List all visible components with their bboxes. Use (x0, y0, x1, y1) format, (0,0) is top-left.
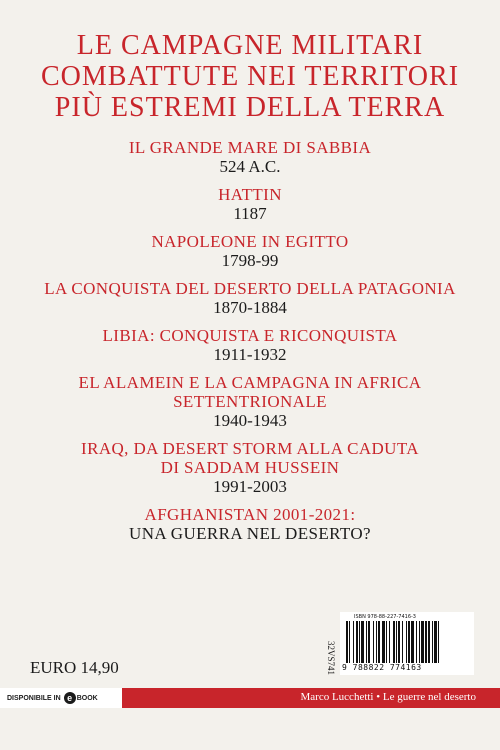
barcode-bars (346, 621, 468, 663)
campaign-title: HATTIN (218, 185, 282, 204)
barcode-bar (361, 621, 364, 663)
availability-label: DISPONIBILE IN (7, 694, 61, 702)
barcode-bar (416, 621, 417, 663)
campaign-entry (0, 185, 500, 223)
campaign-entry (0, 439, 500, 496)
campaign-title: EL ALAMEIN E LA CAMPAGNA IN AFRICA (78, 373, 422, 392)
heading-line: PIÙ ESTREMI DELLA TERRA (54, 92, 446, 123)
barcode-bar (411, 621, 414, 663)
campaign-title-continued: DI SADDAM HUSSEIN (160, 458, 340, 477)
campaign-title: IRAQ, DA DESERT STORM ALLA CADUTA (81, 439, 419, 458)
barcode-bar (368, 621, 370, 663)
barcode-bar (356, 621, 358, 663)
barcode-bar (432, 621, 433, 663)
campaign-list (0, 138, 500, 552)
campaign-title: LA CONQUISTA DEL DESERTO DELLA PATAGONIA (44, 279, 456, 298)
footer-band (0, 688, 500, 708)
barcode-bar (389, 621, 390, 663)
back-cover-heading (0, 30, 500, 123)
barcode-bar (349, 621, 350, 663)
barcode-bar (434, 621, 437, 663)
barcode-bar (406, 621, 407, 663)
isbn-digits: 9 788822 774163 (342, 663, 422, 672)
barcode-bar (382, 621, 385, 663)
campaign-entry (0, 232, 500, 270)
barcode-bar (393, 621, 395, 663)
campaign-title: AFGHANISTAN 2001-2021: (144, 505, 356, 524)
campaign-title: LIBIA: CONQUISTA E RICONQUISTA (102, 326, 398, 345)
campaign-date: 1991-2003 (213, 477, 287, 496)
barcode (340, 612, 474, 675)
barcode-bar (366, 621, 367, 663)
campaign-entry (0, 505, 500, 543)
barcode-bar (386, 621, 387, 663)
campaign-entry (0, 373, 500, 430)
barcode-bar (425, 621, 427, 663)
campaign-entry (0, 326, 500, 364)
barcode-bar (353, 621, 354, 663)
ebook-badge (0, 688, 122, 708)
barcode-bar (346, 621, 348, 663)
product-code: 32VS741 (326, 641, 336, 676)
barcode-bar (421, 621, 424, 663)
campaign-date: 1187 (233, 204, 267, 223)
campaign-title-continued: SETTENTRIONALE (173, 392, 327, 411)
heading-line: LE CAMPAGNE MILITARI (76, 30, 424, 61)
barcode-bar (428, 621, 430, 663)
ebook-word: BOOK (76, 694, 98, 702)
barcode-bar (376, 621, 377, 663)
campaign-title: NAPOLEONE IN EGITTO (151, 232, 349, 251)
author-title: Marco Lucchetti • Le guerre nel deserto (300, 691, 476, 703)
barcode-bar (398, 621, 400, 663)
barcode-bar (419, 621, 420, 663)
campaign-subtitle: UNA GUERRA NEL DESERTO? (129, 524, 371, 543)
ebook-e-icon: e (64, 692, 76, 704)
price-label: EURO 14,90 (30, 658, 119, 677)
barcode-bar (408, 621, 410, 663)
campaign-entry (0, 279, 500, 317)
campaign-date: 1911-1932 (213, 345, 287, 364)
campaign-title: IL GRANDE MARE DI SABBIA (128, 138, 372, 157)
campaign-date: 524 A.C. (219, 157, 281, 176)
barcode-bar (359, 621, 360, 663)
barcode-bar (378, 621, 380, 663)
isbn-label: ISBN 978-88-227-7416-3 (354, 614, 416, 620)
barcode-bar (396, 621, 397, 663)
barcode-bar (373, 621, 374, 663)
campaign-date: 1870-1884 (213, 298, 287, 317)
barcode-bar (438, 621, 439, 663)
campaign-entry (0, 138, 500, 176)
heading-line: COMBATTUTE NEI TERRITORI (40, 61, 460, 92)
barcode-bar (402, 621, 403, 663)
campaign-date: 1798-99 (221, 251, 279, 270)
campaign-date: 1940-1943 (213, 411, 287, 430)
